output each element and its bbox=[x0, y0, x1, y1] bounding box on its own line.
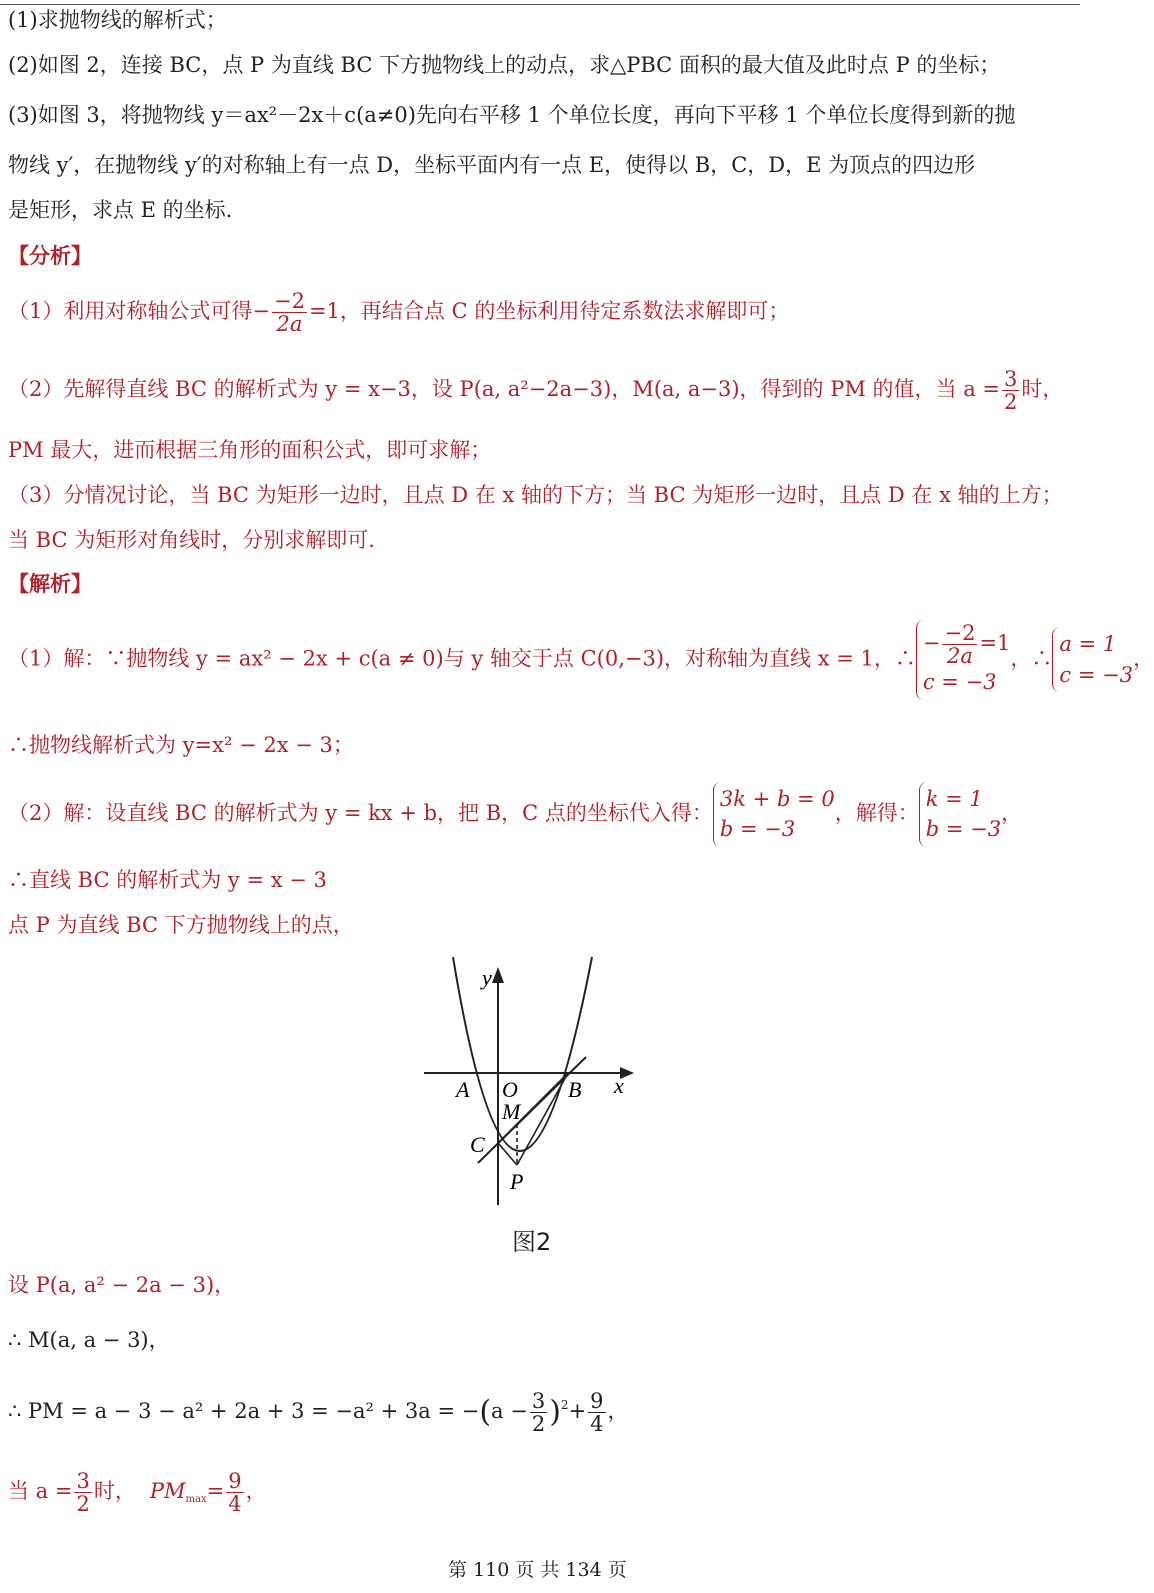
label-c: C bbox=[470, 1132, 485, 1157]
set-p: 设 P(a, a² − 2a − 3)， bbox=[8, 1273, 236, 1297]
analysis-1-tail: =1，再结合点 C 的坐标利用待定系数法求解即可； bbox=[308, 299, 790, 324]
analysis-1: （1）利用对称轴公式可得− $\frac{-2}{2a}$ =1，再结合点 C 的坐标利用待定系数法求解即可； bbox=[8, 289, 790, 337]
page-footer: 第 110 页 共 134 页 bbox=[448, 1559, 627, 1581]
question-3-line-1: (3)如图 3，将抛物线 y＝ax²－2x＋c(a≠0)先向右平移 1 个单位长度，再向下平移 1 个单位长度得到新的抛 bbox=[8, 103, 1016, 127]
analysis-3-line-1: （3）分情况讨论，当 BC 为矩形一边时，且点 D 在 x 轴的下方；当 BC 为矩形一边时，且点 D 在 x 轴的上方； bbox=[8, 483, 1063, 507]
analysis-2 bbox=[8, 368, 1063, 413]
solution-1-conclusion: ∴抛物线解析式为 y=x² − 2x − 3； bbox=[8, 733, 354, 757]
analysis-3-line-2: 当 BC 为矩形对角线时，分别求解即可. bbox=[8, 528, 375, 552]
pm-text: ∴ PM = a − 3 − a² + 2a + 3 = −a² + 3a = − bbox=[8, 1399, 480, 1424]
pm-max: 当 a = $\frac{3}{2}$ 时， $PM_{max}=$ $\frac{9}{4}$ ， bbox=[8, 1469, 267, 1517]
solution-1: （1）解：∵抛物线 y = ax² − 2x + c(a ≠ 0)与 y 轴交于点 C(0,−3)，对称轴为直线 x = 1，∴ − $\frac{-2}{2a}$ =1 c = −3 ，∴ a = 1 c = −3 ， bbox=[8, 620, 1154, 700]
analysis-2-line-2: PM 最大，进而根据三角形的面积公式，即可求解； bbox=[8, 438, 492, 462]
solution-heading: 【解析】 bbox=[8, 571, 92, 596]
when-text: 当 a = bbox=[8, 1479, 73, 1504]
parabola-figure bbox=[420, 955, 640, 1215]
system-equation-2: a = 1 c = −3 bbox=[1052, 627, 1133, 692]
label-a: A bbox=[456, 1077, 470, 1102]
analysis-2-tail: 时， bbox=[1021, 377, 1064, 402]
label-y: y bbox=[482, 965, 492, 990]
solution-2-text: （2）解：设直线 BC 的解析式为 y = kx + b，把 B，C 点的坐标代入得： bbox=[8, 800, 713, 825]
analysis-2-fraction: $\frac{3}{2}$ bbox=[1004, 367, 1018, 415]
analysis-2-text: （2）先解得直线 BC 的解析式为 y = x−3，设 P(a, a²−2a−3)，M(a, a−3)，得到的 PM 的值，当 a = bbox=[8, 377, 1001, 402]
question-1: (1)求抛物线的解析式； bbox=[8, 8, 227, 32]
label-m: M bbox=[502, 1099, 521, 1124]
segment-bp bbox=[517, 1073, 568, 1165]
figure-caption: 图2 bbox=[512, 1228, 552, 1256]
label-o: O bbox=[502, 1077, 518, 1102]
question-2: (2)如图 2，连接 BC，点 P 为直线 BC 下方抛物线上的动点，求△PBC 面积的最大值及此时点 P 的坐标； bbox=[8, 53, 1001, 77]
analysis-1-text: （1）利用对称轴公式可得 bbox=[8, 299, 253, 324]
system-equation-4: k = 1 b = −3 bbox=[919, 782, 1001, 847]
analysis-1-fraction: $\frac{-2}{2a}$ bbox=[273, 289, 305, 337]
analysis-heading: 【分析】 bbox=[8, 243, 92, 268]
y-axis-arrow bbox=[492, 967, 504, 983]
parabola-curve bbox=[453, 957, 592, 1151]
question-3-line-2: 物线 y′，在抛物线 y′的对称轴上有一点 D，坐标平面内有一点 E，使得以 B，C，D，E 为顶点的四边形 bbox=[8, 153, 976, 177]
label-p: P bbox=[510, 1169, 524, 1194]
system-equation-3: 3k + b = 0 b = −3 bbox=[713, 782, 835, 847]
pm-expression: ∴ PM = a − 3 − a² + 2a + 3 = −a² + 3a = −(a − $\frac{3}{2}$ )$^2$+ $\frac{9}{4}$ ， bbox=[8, 1389, 629, 1437]
question-3-line-3: 是矩形，求点 E 的坐标. bbox=[8, 198, 233, 222]
therefore-m: ∴ M(a, a − 3)， bbox=[8, 1328, 170, 1352]
solution-2-conclusion: ∴直线 BC 的解析式为 y = x − 3 bbox=[8, 868, 327, 892]
solution-2: （2）解：设直线 BC 的解析式为 y = kx + b，把 B，C 点的坐标代入得： 3k + b = 0 b = −3 ，解得： k = 1 b = −3 ， bbox=[8, 782, 1022, 847]
solution-1-text: （1）解：∵抛物线 y = ax² − 2x + c(a ≠ 0)与 y 轴交于点 C(0,−3)，对称轴为直线 x = 1，∴ bbox=[8, 646, 916, 671]
top-rule bbox=[0, 4, 1080, 5]
segment-cp bbox=[498, 1143, 517, 1165]
system-equation-1: − $\frac{-2}{2a}$ =1 c = −3 bbox=[916, 620, 1011, 700]
solution-2-point: 点 P 为直线 BC 下方抛物线上的点， bbox=[8, 913, 354, 937]
label-b: B bbox=[568, 1077, 582, 1102]
label-x: x bbox=[614, 1073, 624, 1098]
